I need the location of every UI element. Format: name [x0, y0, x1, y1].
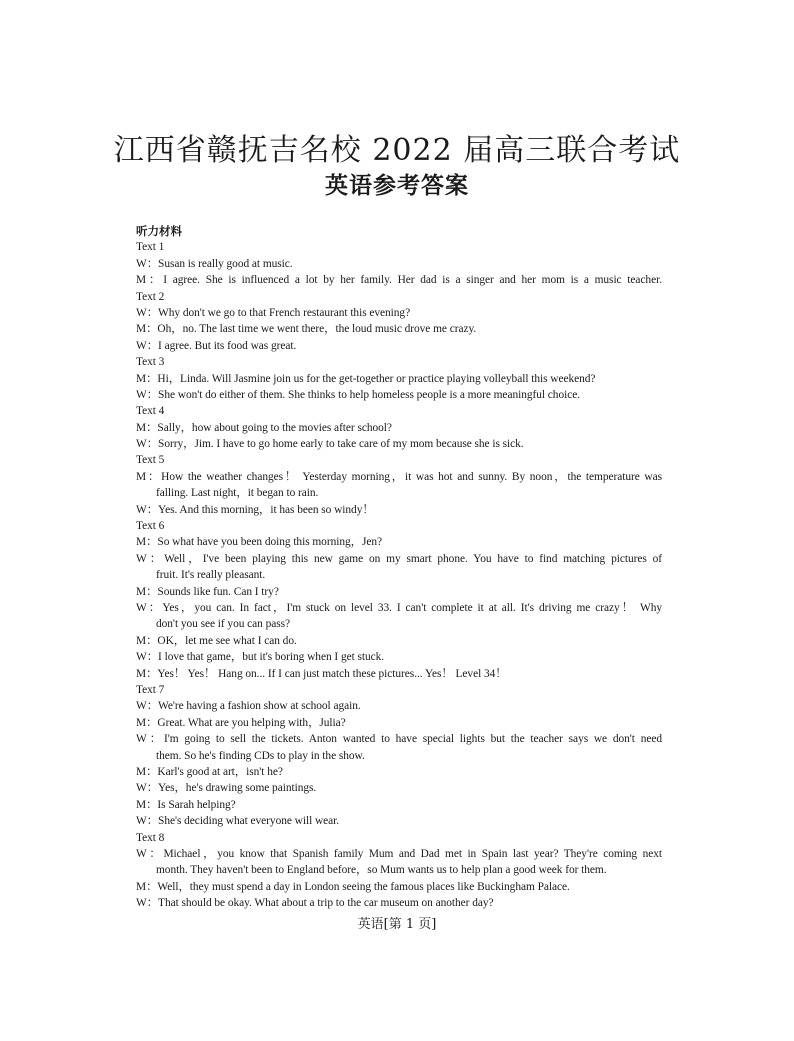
dialogue-line: W：Yes，he's drawing some paintings. [136, 782, 317, 795]
dialogue-line: M：OK，let me see what I can do. [136, 634, 297, 647]
dialogue-line: W：Yes. And this morning，it has been so windy！ [136, 503, 374, 516]
dialogue-continuation: falling. Last night，it began to rain. [156, 487, 319, 500]
text-label: Text 1 [136, 241, 165, 254]
dialogue-line: M：Oh，no. The last time we went there，the loud music drove me crazy. [136, 323, 477, 336]
dialogue-line: W：Susan is really good at music. [136, 257, 293, 270]
dialogue-line: W：That should be okay. What about a trip to the car museum on another day? [136, 897, 494, 910]
text-label: Text 5 [136, 454, 165, 467]
dialogue-line: M：Sounds like fun. Can I try? [136, 585, 279, 598]
dialogue-line: M：Hi，Linda. Will Jasmine join us for the get-together or practice playing volleyball this weekend? [136, 372, 596, 385]
dialogue-line: M：Great. What are you helping with，Julia? [136, 716, 346, 729]
dialogue-continuation: fruit. It's really pleasant. [156, 569, 266, 582]
dialogue-line: M：So what have you been doing this morning，Jen? [136, 536, 382, 549]
document-subtitle: 英语参考答案 [325, 173, 469, 199]
text-label: Text 2 [136, 290, 165, 303]
dialogue-line: M：Well，they must spend a day in London seeing the famous places like Buckingham Palace. [136, 880, 570, 893]
dialogue-line: M：Sally，how about going to the movies after school? [136, 421, 392, 434]
dialogue-line: W：She won't do either of them. She thinks to help homeless people is a more meaningful choice. [136, 388, 581, 401]
dialogue-continuation: them. So he's finding CDs to play in the show. [156, 749, 365, 762]
dialogue-line: W：Yes，you can. In fact，I'm stuck on level 33. I can't complete it at all. It's driving me crazy！ Why [136, 602, 662, 615]
text-label: Text 3 [136, 356, 165, 369]
dialogue-line: W：I love that game，but it's boring when I get stuck. [136, 651, 385, 664]
text-label: Text 4 [136, 405, 165, 418]
listening-transcript [136, 223, 662, 912]
dialogue-line: M：Is Sarah helping? [136, 798, 236, 811]
dialogue-line: W：Sorry，Jim. I have to go home early to take care of my mom because she is sick. [136, 438, 524, 451]
dialogue-line: M：Karl's good at art，isn't he? [136, 765, 283, 778]
dialogue-line: W：I'm going to sell the tickets. Anton wanted to have special lights but the teacher says we don't need [136, 733, 662, 746]
dialogue-line: M：I agree. She is influenced a lot by her family. Her dad is a singer and her mom is a music teacher. [136, 274, 662, 287]
dialogue-line: W：We're having a fashion show at school again. [136, 700, 361, 713]
dialogue-line: W：I agree. But its food was great. [136, 339, 297, 352]
page-footer: 英语[第 1 页] [357, 917, 437, 932]
document-title: 江西省赣抚吉名校 2022 届高三联合考试 [113, 133, 681, 168]
dialogue-line: W：Michael，you know that Spanish family Mum and Dad met in Spain last year? They're coming next [136, 847, 662, 860]
text-label: Text 7 [136, 684, 165, 696]
text-label: Text 8 [136, 831, 165, 844]
dialogue-line: M：Yes！ Yes！ Hang on... If I can just match these pictures... Yes！ Level 34！ [136, 667, 507, 680]
dialogue-line: W：Why don't we go to that French restaurant this evening? [136, 306, 411, 319]
section-heading: 听力材料 [136, 224, 182, 238]
dialogue-line: W：She's deciding what everyone will wear. [136, 815, 340, 828]
dialogue-line: M：How the weather changes！ Yesterday morning，it was hot and sunny. By noon，the temperature was [136, 470, 662, 483]
dialogue-continuation: month. They haven't been to England before，so Mum wants us to help plan a good week for them. [156, 864, 607, 877]
text-label: Text 6 [136, 520, 165, 533]
dialogue-continuation: don't you see if you can pass? [156, 618, 291, 631]
dialogue-line: W：Well，I've been playing this new game on my smart phone. You have to find matching pictures of [136, 552, 662, 565]
